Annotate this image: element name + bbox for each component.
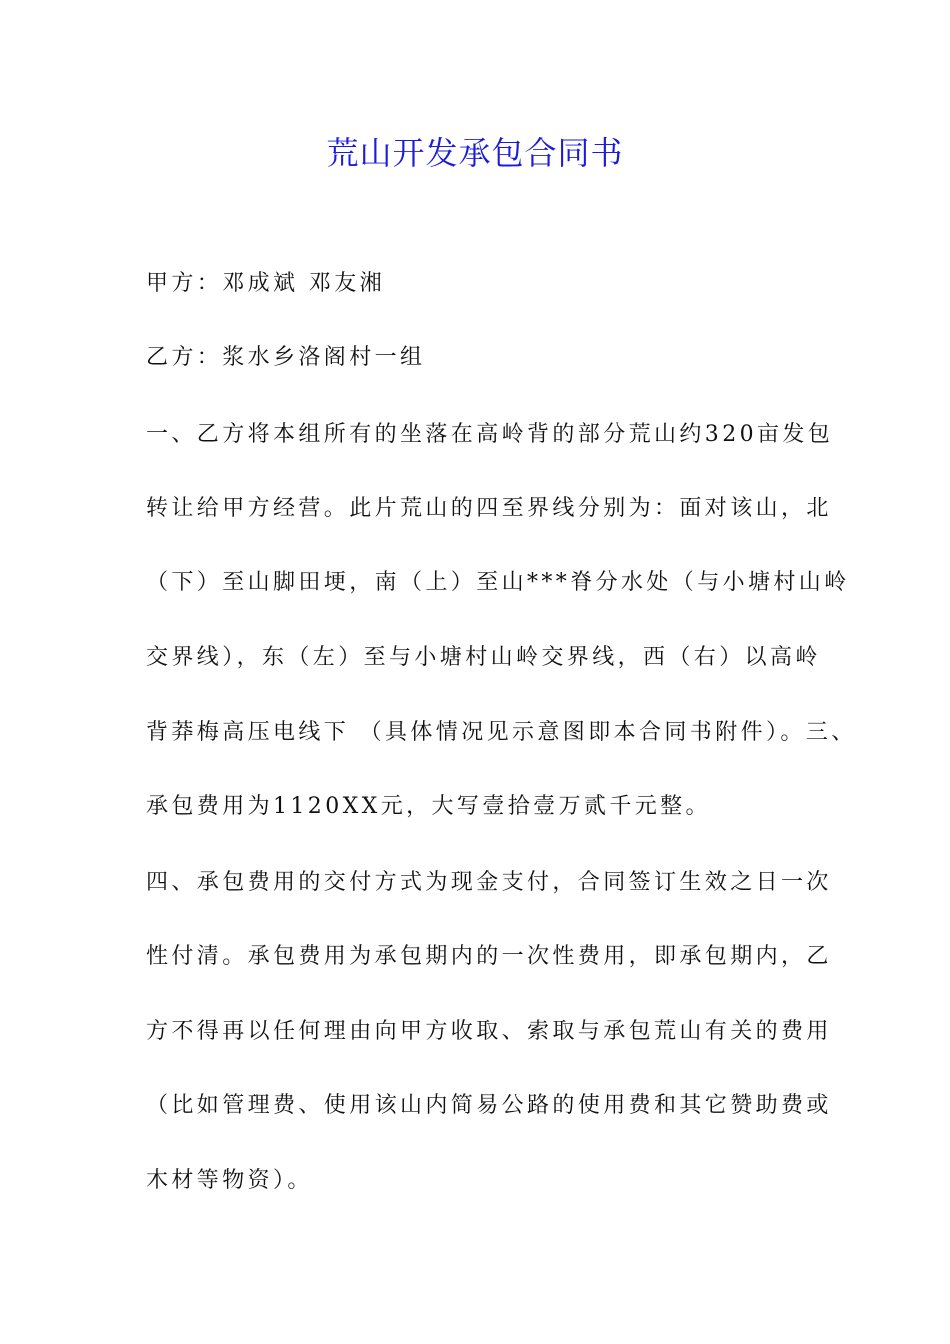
clause-1-line-4: 交界线），东（左）至与小塘村山岭交界线，西（右）以高岭 <box>146 645 821 670</box>
party-a-line: 甲方：邓成斌 邓友湘 <box>146 271 385 296</box>
party-b-line: 乙方：浆水乡洛阁村一组 <box>146 345 426 370</box>
clause-1-line-5: 背莽梅高压电线下 （具体情况见示意图即本合同书附件）。三、 <box>146 720 857 745</box>
clause-3-line: 承包费用为1120XX元，大写壹拾壹万贰千元整。 <box>146 794 711 819</box>
clause-4-line-2: 性付清。承包费用为承包期内的一次性费用，即承包期内，乙 <box>146 944 832 969</box>
clause-1-line-1: 一、乙方将本组所有的坐落在高岭背的部分荒山约320亩发包 <box>146 422 834 447</box>
clause-4-line-1: 四、承包费用的交付方式为现金支付，合同签订生效之日一次 <box>146 870 832 895</box>
clause-1-line-3: （下）至山脚田埂，南（上）至山***脊分水处（与小塘村山岭 <box>146 570 850 595</box>
clause-1-line-2: 转让给甲方经营。此片荒山的四至界线分别为：面对该山，北 <box>146 496 832 521</box>
clause-4-line-5: 木材等物资）。 <box>146 1168 313 1193</box>
document-title: 荒山开发承包合同书 <box>326 134 624 172</box>
clause-4-line-4: （比如管理费、使用该山内简易公路的使用费和其它赞助费或 <box>146 1093 832 1118</box>
clause-4-line-3: 方不得再以任何理由向甲方收取、索取与承包荒山有关的费用 <box>146 1019 832 1044</box>
